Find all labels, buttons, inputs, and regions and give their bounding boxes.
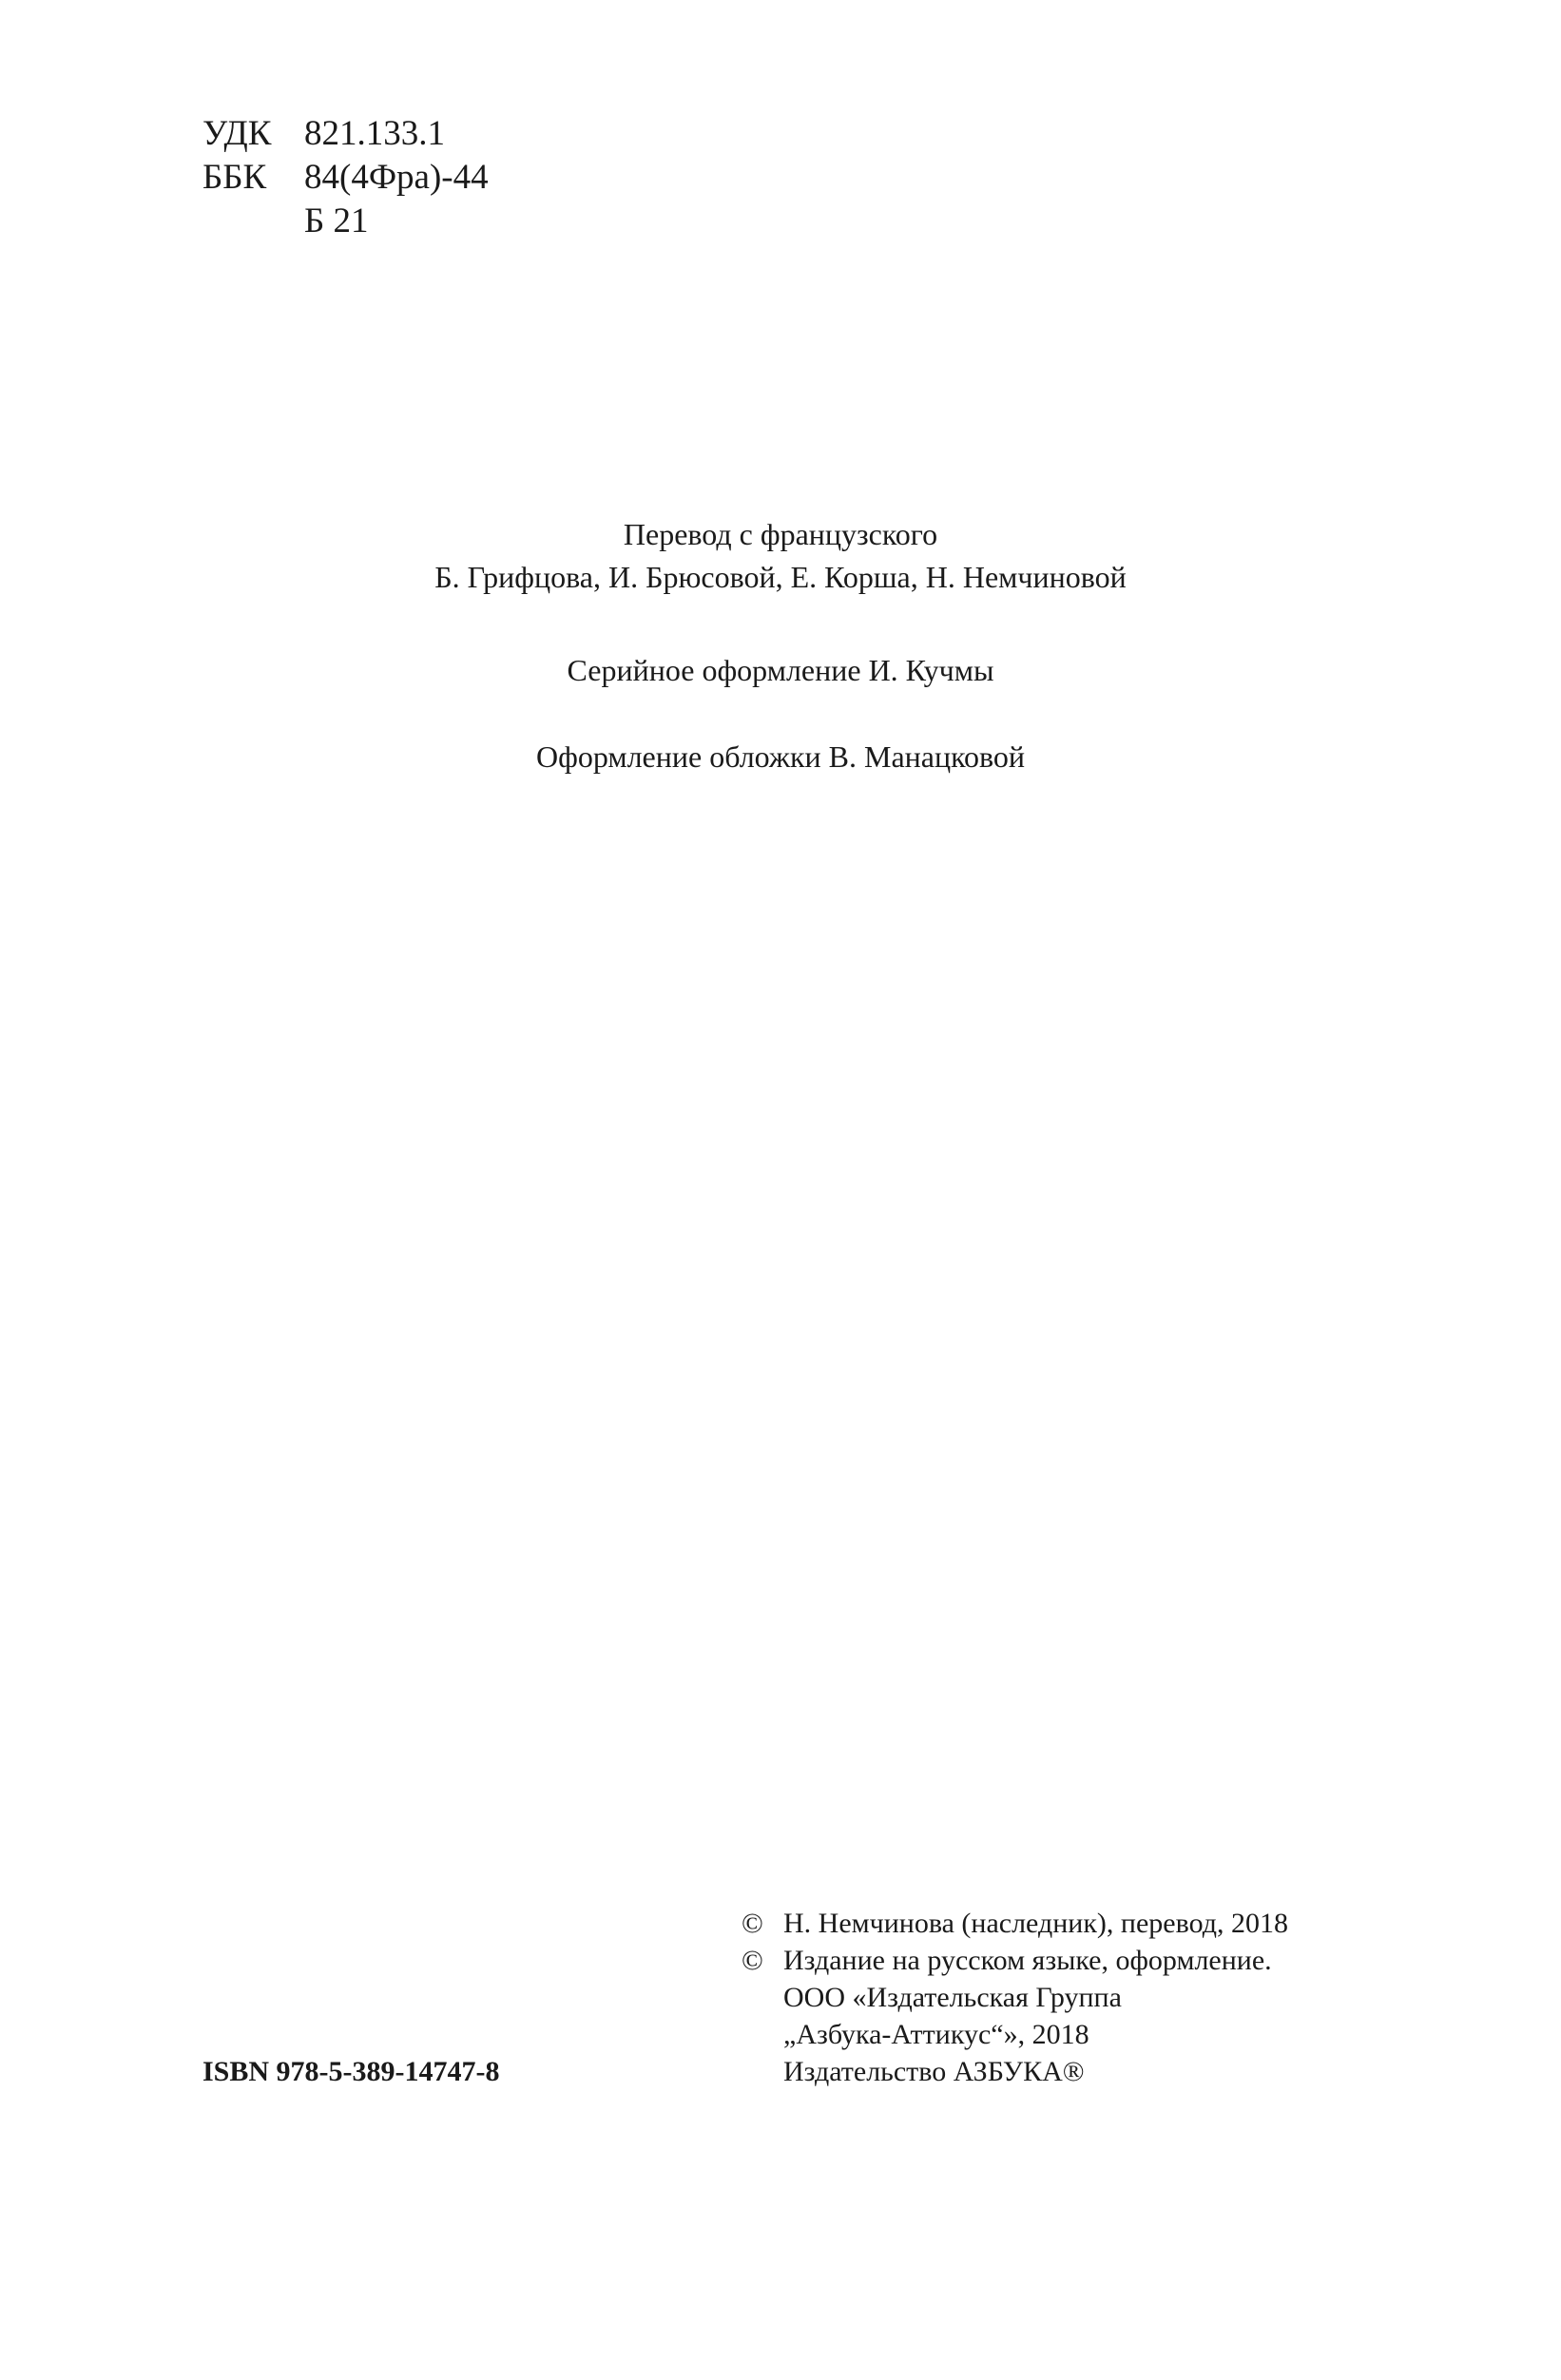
copyright-line-translation [742,1905,1288,1942]
translation-credits [0,513,1561,599]
copyright-icon: © [742,1945,763,1976]
copyright-edition-text: Издание на русском языке, оформление. [783,1945,1272,1976]
isbn: ISBN 978-5-389-14747-8 [202,2056,500,2087]
copyright-translation-text: Н. Немчинова (наследник), перевод, 2018 [783,1908,1288,1939]
cover-design-text: Оформление обложки В. Манацковой [535,739,1026,774]
translation-heading: Перевод с французского [623,517,938,551]
bbk-label: ББК [202,158,267,197]
series-design-text: Серийное оформление И. Кучмы [567,653,994,687]
author-sign: Б 21 [304,202,369,240]
classification-block [202,112,489,243]
copyright-imprint-line: Издательство АЗБУКА® [783,2056,1085,2087]
udk-label: УДК [202,114,272,153]
udk-row [202,112,489,156]
udk-code: 821.133.1 [304,114,445,153]
translators: Б. Грифцова, И. Брюсовой, Е. Корша, Н. Немчиновой [434,560,1127,594]
copyright-block [742,1905,1288,2090]
copyright-publisher-line: ООО «Издательская Группа [783,1982,1122,2013]
bbk-row [202,156,489,200]
copyright-line-edition [742,1942,1288,1979]
copyright-publisher-name-line: „Азбука-Аттикус“», 2018 [783,2019,1089,2050]
cover-design-credit [0,736,1561,778]
bbk-code: 84(4Фра)-44 [304,158,489,197]
author-sign-row [202,200,489,243]
series-design-credit [0,649,1561,692]
copyright-icon: © [742,1908,763,1939]
